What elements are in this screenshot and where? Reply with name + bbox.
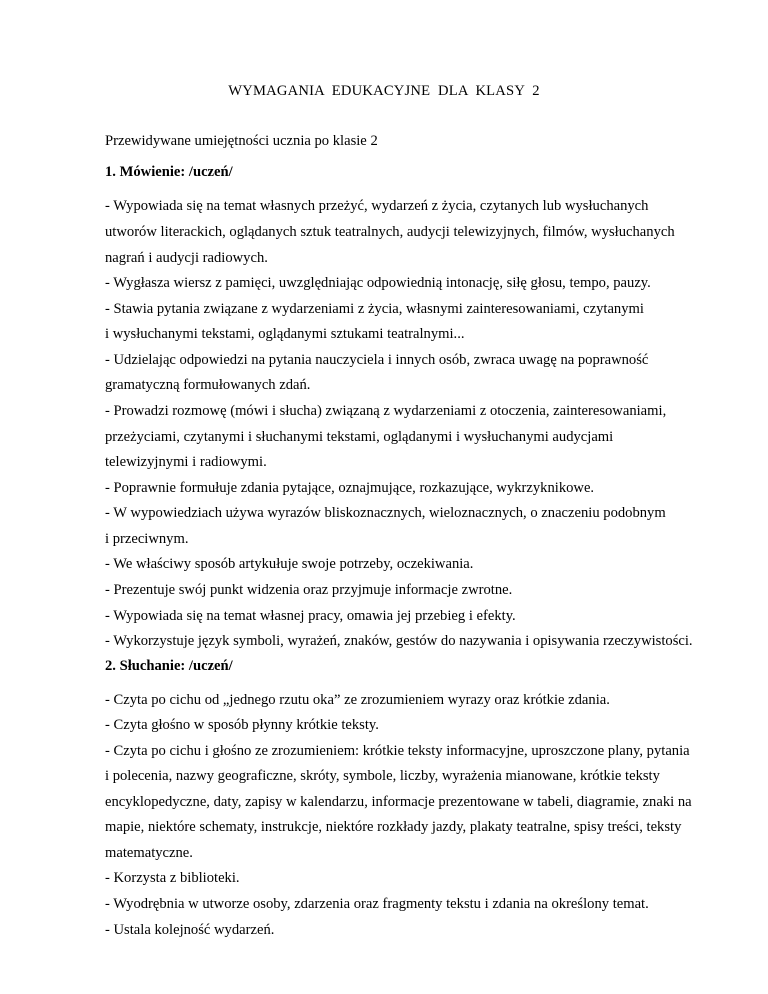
- section-1-line: - Wypowiada się na temat własnych przeżyć, wydarzeń z życia, czytanych lub wysłuchanych: [105, 198, 649, 214]
- section-2-line: mapie, niektóre schematy, instrukcje, niektóre rozkłady jazdy, plakaty teatralne, spisy treści, teksty: [105, 819, 682, 835]
- section-2-heading: 2. Słuchanie: /uczeń/: [105, 658, 233, 674]
- section-1-line: nagrań i audycji radiowych.: [105, 250, 268, 266]
- section-1-line: - Wygłasza wiersz z pamięci, uwzględniając odpowiednią intonację, siłę głosu, tempo, pauzy.: [105, 275, 651, 291]
- section-1-line: i przeciwnym.: [105, 531, 189, 547]
- section-1-line: - Prowadzi rozmowę (mówi i słucha) związaną z wydarzeniami z otoczenia, zainteresowaniami,: [105, 403, 667, 419]
- section-1-line: i wysłuchanymi tekstami, oglądanymi sztukami teatralnymi...: [105, 326, 465, 342]
- section-1-line: telewizyjnymi i radiowymi.: [105, 454, 267, 470]
- section-2-line: - Czyta głośno w sposób płynny krótkie teksty.: [105, 717, 379, 733]
- section-2-line: i polecenia, nazwy geograficzne, skróty, symbole, liczby, wyrażenia mianowane, krótkie teksty: [105, 768, 660, 784]
- section-1-line: gramatyczną formułowanych zdań.: [105, 377, 311, 393]
- document-title: WYMAGANIA EDUKACYJNE DLA KLASY 2: [228, 83, 540, 99]
- section-1-line: - W wypowiedziach używa wyrazów bliskoznacznych, wieloznacznych, o znaczeniu podobnym: [105, 505, 666, 521]
- section-1-line: - Wypowiada się na temat własnej pracy, omawia jej przebieg i efekty.: [105, 608, 516, 624]
- section-1-heading: 1. Mówienie: /uczeń/: [105, 164, 233, 180]
- section-2-line: matematyczne.: [105, 845, 193, 861]
- section-2-line: - Wyodrębnia w utworze osoby, zdarzenia oraz fragmenty tekstu i zdania na określony temat.: [105, 896, 649, 912]
- section-1-line: - Stawia pytania związane z wydarzeniami z życia, własnymi zainteresowaniami, czytanymi: [105, 301, 644, 317]
- section-2-line: - Ustala kolejność wydarzeń.: [105, 922, 275, 938]
- section-2-line: - Czyta po cichu i głośno ze zrozumieniem: krótkie teksty informacyjne, uproszczone plany, pytania: [105, 743, 690, 759]
- section-1-line: - Udzielając odpowiedzi na pytania nauczyciela i innych osób, zwraca uwagę na poprawność: [105, 352, 649, 368]
- section-1-line: - Wykorzystuje język symboli, wyrażeń, znaków, gestów do nazywania i opisywania rzeczywistości.: [105, 633, 693, 649]
- intro-text: Przewidywane umiejętności ucznia po klasie 2: [105, 133, 378, 149]
- section-1-line: utworów literackich, oglądanych sztuk teatralnych, audycji telewizyjnych, filmów, wysłuchanych: [105, 224, 675, 240]
- section-2-line: - Czyta po cichu od „jednego rzutu oka” ze zrozumieniem wyrazy oraz krótkie zdania.: [105, 692, 610, 708]
- section-1-line: - We właściwy sposób artykułuje swoje potrzeby, oczekiwania.: [105, 556, 474, 572]
- section-1-line: przeżyciami, czytanymi i słuchanymi tekstami, oglądanymi i wysłuchanymi audycjami: [105, 429, 614, 445]
- section-1-line: - Poprawnie formułuje zdania pytające, oznajmujące, rozkazujące, wykrzyknikowe.: [105, 480, 595, 496]
- section-2-line: encyklopedyczne, daty, zapisy w kalendarzu, informacje prezentowane w tabeli, diagramie, znaki na: [105, 794, 692, 810]
- section-1-line: - Prezentuje swój punkt widzenia oraz przyjmuje informacje zwrotne.: [105, 582, 513, 598]
- section-2-line: - Korzysta z biblioteki.: [105, 870, 240, 886]
